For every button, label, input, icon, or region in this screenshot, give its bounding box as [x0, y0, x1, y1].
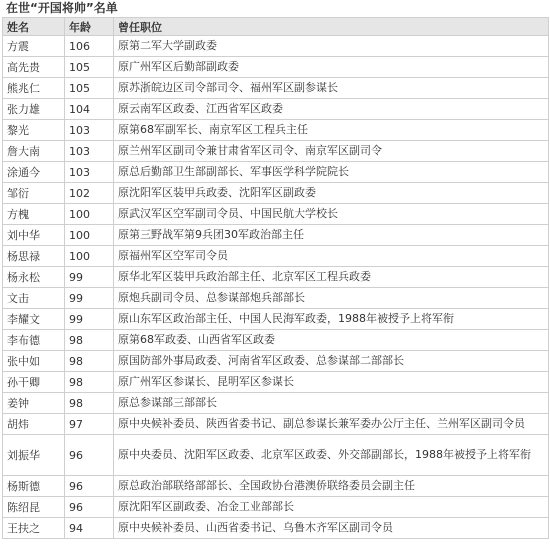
table-row — [3, 141, 549, 162]
table-row — [3, 351, 549, 372]
table-row — [3, 414, 549, 435]
post-cell: 原山东军区政治部主任、中国人民海军政委，1988年被授予上将军衔 — [114, 309, 549, 330]
age-cell: 99 — [65, 288, 114, 309]
name-cell: 张中如 — [3, 351, 65, 372]
post-cell: 原中央候补委员、山西省委书记、乌鲁木齐军区副司令员 — [114, 518, 549, 539]
age-cell: 100 — [65, 225, 114, 246]
header-age: 年龄 — [65, 18, 114, 36]
name-cell: 方震 — [3, 36, 65, 57]
table-row — [3, 246, 549, 267]
post-cell: 原第三野战军第9兵团30军政治部主任 — [114, 225, 549, 246]
age-cell: 103 — [65, 141, 114, 162]
table-row — [3, 518, 549, 539]
post-cell: 原中央候补委员、陕西省委书记、副总参谋长兼军委办公厅主任、兰州军区副司令员 — [114, 414, 549, 435]
age-cell: 98 — [65, 393, 114, 414]
name-cell: 刘中华 — [3, 225, 65, 246]
post-cell: 原国防部外事局政委、河南省军区政委、总参谋部二部部长 — [114, 351, 549, 372]
age-cell: 104 — [65, 99, 114, 120]
name-cell: 姜钟 — [3, 393, 65, 414]
header-name: 姓名 — [3, 18, 65, 36]
post-cell: 原华北军区装甲兵政治部主任、北京军区工程兵政委 — [114, 267, 549, 288]
table-row — [3, 120, 549, 141]
post-cell: 原沈阳军区副政委、冶金工业部部长 — [114, 497, 549, 518]
age-cell: 100 — [65, 204, 114, 225]
post-cell: 原云南军区政委、江西省军区政委 — [114, 99, 549, 120]
age-cell: 99 — [65, 309, 114, 330]
table-row — [3, 393, 549, 414]
name-cell: 张力雄 — [3, 99, 65, 120]
age-cell: 98 — [65, 351, 114, 372]
name-cell: 杨斯德 — [3, 476, 65, 497]
age-cell: 103 — [65, 120, 114, 141]
post-cell: 原总后勤部卫生部副部长、军事医学科学院院长 — [114, 162, 549, 183]
name-cell: 黎光 — [3, 120, 65, 141]
name-cell: 陈绍昆 — [3, 497, 65, 518]
age-cell: 102 — [65, 183, 114, 204]
table-row — [3, 330, 549, 351]
age-cell: 97 — [65, 414, 114, 435]
name-cell: 李耀文 — [3, 309, 65, 330]
post-cell: 原第68军政委、山西省军区政委 — [114, 330, 549, 351]
age-cell: 96 — [65, 476, 114, 497]
age-cell: 96 — [65, 435, 114, 476]
name-cell: 杨永松 — [3, 267, 65, 288]
post-cell: 原兰州军区副司令兼甘肃省军区司令、南京军区副司令 — [114, 141, 549, 162]
name-cell: 方槐 — [3, 204, 65, 225]
name-cell: 邹衍 — [3, 183, 65, 204]
age-cell: 94 — [65, 518, 114, 539]
generals-table — [2, 17, 549, 539]
table-row — [3, 309, 549, 330]
name-cell: 涂通今 — [3, 162, 65, 183]
table-row — [3, 372, 549, 393]
header-post: 曾任职位 — [114, 18, 549, 36]
age-cell: 103 — [65, 162, 114, 183]
age-cell: 98 — [65, 372, 114, 393]
post-cell: 原广州军区后勤部副政委 — [114, 57, 549, 78]
post-cell: 原沈阳军区装甲兵政委、沈阳军区副政委 — [114, 183, 549, 204]
name-cell: 王扶之 — [3, 518, 65, 539]
post-cell: 原武汉军区空军副司令员、中国民航大学校长 — [114, 204, 549, 225]
table-row — [3, 267, 549, 288]
table-row — [3, 36, 549, 57]
table-row — [3, 204, 549, 225]
post-cell: 原广州军区参谋长、昆明军区参谋长 — [114, 372, 549, 393]
age-cell: 96 — [65, 497, 114, 518]
table-row — [3, 78, 549, 99]
post-cell: 原福州军区空军司令员 — [114, 246, 549, 267]
name-cell: 文击 — [3, 288, 65, 309]
table-row — [3, 183, 549, 204]
name-cell: 孙干卿 — [3, 372, 65, 393]
table-header-row — [3, 18, 549, 36]
name-cell: 杨思禄 — [3, 246, 65, 267]
age-cell: 98 — [65, 330, 114, 351]
name-cell: 詹大南 — [3, 141, 65, 162]
table-row — [3, 435, 549, 476]
post-cell: 原中央委员、沈阳军区政委、北京军区政委、外交部副部长，1988年被授予上将军衔 — [114, 435, 549, 476]
post-cell: 原苏浙皖边区司令部司令、福州军区副参谋长 — [114, 78, 549, 99]
name-cell: 胡炜 — [3, 414, 65, 435]
table-row — [3, 57, 549, 78]
name-cell: 李布德 — [3, 330, 65, 351]
table-row — [3, 476, 549, 497]
name-cell: 熊兆仁 — [3, 78, 65, 99]
post-cell: 原总政治部联络部部长、全国政协台港澳侨联络委员会副主任 — [114, 476, 549, 497]
table-row — [3, 497, 549, 518]
age-cell: 99 — [65, 267, 114, 288]
post-cell: 原第68军副军长、南京军区工程兵主任 — [114, 120, 549, 141]
age-cell: 100 — [65, 246, 114, 267]
name-cell: 高先贵 — [3, 57, 65, 78]
table-row — [3, 225, 549, 246]
post-cell: 原总参谋部三部部长 — [114, 393, 549, 414]
table-row — [3, 99, 549, 120]
page-title: 在世“开国将帅”名单 — [6, 1, 118, 15]
age-cell: 106 — [65, 36, 114, 57]
post-cell: 原第二军大学副政委 — [114, 36, 549, 57]
post-cell: 原炮兵副司令员、总参谋部炮兵部部长 — [114, 288, 549, 309]
age-cell: 105 — [65, 57, 114, 78]
name-cell: 刘振华 — [3, 435, 65, 476]
age-cell: 105 — [65, 78, 114, 99]
table-body — [3, 36, 549, 539]
table-row — [3, 288, 549, 309]
table-row — [3, 162, 549, 183]
